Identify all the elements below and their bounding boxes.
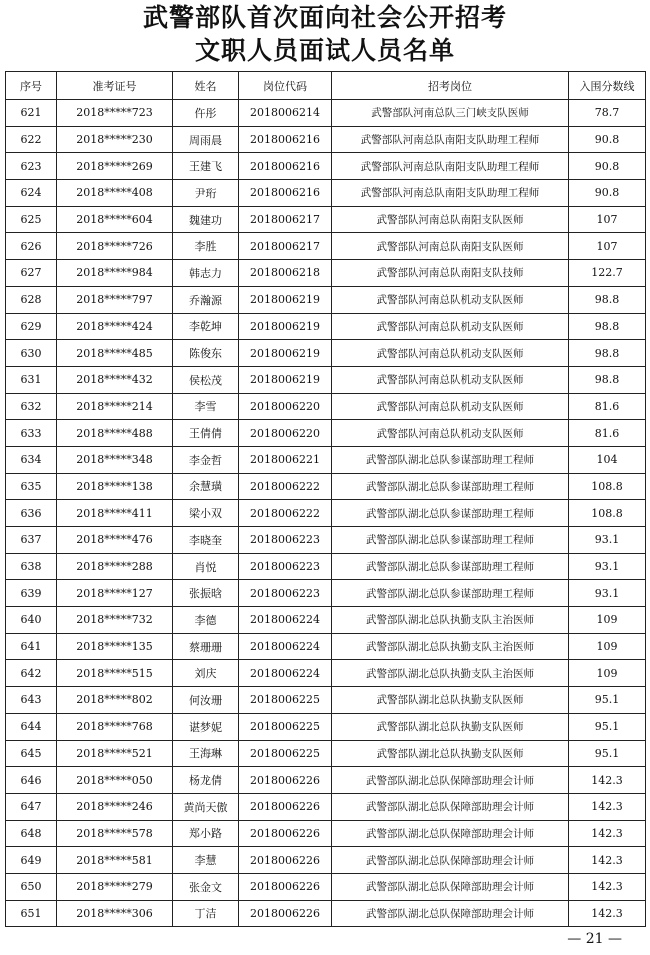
ticket-cell: 2018*****230 (57, 126, 173, 153)
name-cell: 李雪 (173, 393, 239, 420)
table-row (6, 126, 646, 153)
score-cell: 93.1 (569, 527, 646, 554)
table-header-row (6, 72, 646, 100)
seq-cell: 630 (6, 340, 57, 367)
ticket-cell: 2018*****515 (57, 660, 173, 687)
name-cell: 郑小路 (173, 820, 239, 847)
post-cell: 武警部队河南总队南阳支队助理工程师 (332, 153, 569, 180)
name-cell: 李晓奎 (173, 527, 239, 554)
seq-cell: 631 (6, 366, 57, 393)
ticket-cell: 2018*****476 (57, 527, 173, 554)
name-cell: 杨龙倩 (173, 767, 239, 794)
post-code-cell: 2018006221 (239, 446, 332, 473)
table-row (6, 286, 646, 313)
post-cell: 武警部队湖北总队参谋部助理工程师 (332, 446, 569, 473)
name-cell: 黄尚天傲 (173, 793, 239, 820)
post-code-cell: 2018006226 (239, 873, 332, 900)
post-code-cell: 2018006223 (239, 580, 332, 607)
name-cell: 肖悦 (173, 553, 239, 580)
post-cell: 武警部队河南总队南阳支队技师 (332, 260, 569, 287)
page-title: 武警部队首次面向社会公开招考 (142, 3, 507, 32)
ticket-cell: 2018*****411 (57, 500, 173, 527)
score-cell: 107 (569, 206, 646, 233)
name-cell: 陈俊东 (173, 340, 239, 367)
ticket-cell: 2018*****485 (57, 340, 173, 367)
header-post: 招考岗位 (332, 72, 569, 100)
score-cell: 81.6 (569, 393, 646, 420)
table-row (6, 340, 646, 367)
ticket-cell: 2018*****488 (57, 420, 173, 447)
score-cell: 107 (569, 233, 646, 260)
seq-cell: 629 (6, 313, 57, 340)
post-code-cell: 2018006225 (239, 687, 332, 714)
seq-cell: 628 (6, 286, 57, 313)
post-code-cell: 2018006226 (239, 793, 332, 820)
ticket-cell: 2018*****127 (57, 580, 173, 607)
table-row (6, 687, 646, 714)
header-post-code: 岗位代码 (239, 72, 332, 100)
post-code-cell: 2018006223 (239, 527, 332, 554)
post-cell: 武警部队河南总队南阳支队医师 (332, 233, 569, 260)
table-row (6, 633, 646, 660)
name-cell: 李德 (173, 607, 239, 634)
ticket-cell: 2018*****348 (57, 446, 173, 473)
name-cell: 丁洁 (173, 900, 239, 927)
table-row (6, 473, 646, 500)
table-row (6, 767, 646, 794)
seq-cell: 640 (6, 607, 57, 634)
table-row (6, 233, 646, 260)
ticket-cell: 2018*****797 (57, 286, 173, 313)
table-row (6, 713, 646, 740)
seq-cell: 634 (6, 446, 57, 473)
post-code-cell: 2018006225 (239, 740, 332, 767)
header-seq: 序号 (6, 72, 57, 100)
seq-cell: 632 (6, 393, 57, 420)
name-cell: 韩志力 (173, 260, 239, 287)
name-cell: 王建飞 (173, 153, 239, 180)
ticket-cell: 2018*****246 (57, 793, 173, 820)
name-cell: 王倩倩 (173, 420, 239, 447)
table-row (6, 793, 646, 820)
post-cell: 武警部队湖北总队保障部助理会计师 (332, 793, 569, 820)
post-cell: 武警部队湖北总队参谋部助理工程师 (332, 527, 569, 554)
score-cell: 81.6 (569, 420, 646, 447)
ticket-cell: 2018*****269 (57, 153, 173, 180)
score-cell: 142.3 (569, 820, 646, 847)
name-cell: 周雨晨 (173, 126, 239, 153)
name-cell: 李慧 (173, 847, 239, 874)
post-cell: 武警部队湖北总队保障部助理会计师 (332, 820, 569, 847)
ticket-cell: 2018*****135 (57, 633, 173, 660)
post-code-cell: 2018006214 (239, 100, 332, 127)
name-cell: 李乾坤 (173, 313, 239, 340)
name-cell: 尹珩 (173, 180, 239, 207)
table-row (6, 527, 646, 554)
ticket-cell: 2018*****432 (57, 366, 173, 393)
table-row (6, 313, 646, 340)
table-row (6, 366, 646, 393)
table-row (6, 446, 646, 473)
post-code-cell: 2018006216 (239, 180, 332, 207)
score-cell: 95.1 (569, 687, 646, 714)
table-row (6, 580, 646, 607)
post-code-cell: 2018006226 (239, 847, 332, 874)
post-cell: 武警部队湖北总队保障部助理会计师 (332, 767, 569, 794)
seq-cell: 646 (6, 767, 57, 794)
score-cell: 93.1 (569, 553, 646, 580)
score-cell: 98.8 (569, 286, 646, 313)
post-cell: 武警部队河南总队机动支队医师 (332, 340, 569, 367)
seq-cell: 637 (6, 527, 57, 554)
post-code-cell: 2018006219 (239, 313, 332, 340)
post-cell: 武警部队河南总队南阳支队助理工程师 (332, 126, 569, 153)
name-cell: 李胜 (173, 233, 239, 260)
name-cell: 王海琳 (173, 740, 239, 767)
seq-cell: 645 (6, 740, 57, 767)
table-row (6, 260, 646, 287)
post-cell: 武警部队湖北总队执勤支队医师 (332, 687, 569, 714)
seq-cell: 638 (6, 553, 57, 580)
table-row (6, 660, 646, 687)
post-cell: 武警部队河南总队机动支队医师 (332, 420, 569, 447)
seq-cell: 627 (6, 260, 57, 287)
ticket-cell: 2018*****050 (57, 767, 173, 794)
post-code-cell: 2018006222 (239, 473, 332, 500)
name-cell: 谌梦妮 (173, 713, 239, 740)
post-cell: 武警部队湖北总队保障部助理会计师 (332, 847, 569, 874)
post-code-cell: 2018006217 (239, 206, 332, 233)
post-cell: 武警部队湖北总队参谋部助理工程师 (332, 500, 569, 527)
table-row (6, 393, 646, 420)
name-cell: 余慧璜 (173, 473, 239, 500)
ticket-cell: 2018*****984 (57, 260, 173, 287)
ticket-cell: 2018*****732 (57, 607, 173, 634)
name-cell: 张金文 (173, 873, 239, 900)
post-cell: 武警部队湖北总队参谋部助理工程师 (332, 473, 569, 500)
table-row (6, 847, 646, 874)
ticket-cell: 2018*****424 (57, 313, 173, 340)
post-cell: 武警部队湖北总队执勤支队主治医师 (332, 633, 569, 660)
seq-cell: 647 (6, 793, 57, 820)
seq-cell: 642 (6, 660, 57, 687)
post-cell: 武警部队湖北总队保障部助理会计师 (332, 873, 569, 900)
ticket-cell: 2018*****408 (57, 180, 173, 207)
ticket-cell: 2018*****214 (57, 393, 173, 420)
table-row (6, 900, 646, 927)
name-cell: 刘庆 (173, 660, 239, 687)
score-cell: 93.1 (569, 580, 646, 607)
post-cell: 武警部队湖北总队执勤支队主治医师 (332, 660, 569, 687)
score-cell: 98.8 (569, 340, 646, 367)
ticket-cell: 2018*****802 (57, 687, 173, 714)
score-cell: 95.1 (569, 713, 646, 740)
score-cell: 108.8 (569, 500, 646, 527)
name-cell: 何汝珊 (173, 687, 239, 714)
seq-cell: 623 (6, 153, 57, 180)
score-cell: 90.8 (569, 180, 646, 207)
post-code-cell: 2018006217 (239, 233, 332, 260)
header-score: 入围分数线 (569, 72, 646, 100)
seq-cell: 636 (6, 500, 57, 527)
post-code-cell: 2018006220 (239, 393, 332, 420)
score-cell: 98.8 (569, 313, 646, 340)
seq-cell: 626 (6, 233, 57, 260)
post-cell: 武警部队河南总队三门峡支队医师 (332, 100, 569, 127)
score-cell: 142.3 (569, 847, 646, 874)
seq-cell: 650 (6, 873, 57, 900)
post-code-cell: 2018006226 (239, 820, 332, 847)
table-row (6, 820, 646, 847)
seq-cell: 639 (6, 580, 57, 607)
post-code-cell: 2018006224 (239, 660, 332, 687)
post-code-cell: 2018006216 (239, 126, 332, 153)
seq-cell: 641 (6, 633, 57, 660)
score-cell: 90.8 (569, 153, 646, 180)
post-cell: 武警部队河南总队南阳支队助理工程师 (332, 180, 569, 207)
ticket-cell: 2018*****138 (57, 473, 173, 500)
post-code-cell: 2018006219 (239, 340, 332, 367)
name-cell: 侯松茂 (173, 366, 239, 393)
ticket-cell: 2018*****578 (57, 820, 173, 847)
score-cell: 142.3 (569, 873, 646, 900)
name-cell: 梁小双 (173, 500, 239, 527)
ticket-cell: 2018*****726 (57, 233, 173, 260)
post-cell: 武警部队河南总队南阳支队医师 (332, 206, 569, 233)
ticket-cell: 2018*****521 (57, 740, 173, 767)
post-code-cell: 2018006222 (239, 500, 332, 527)
post-code-cell: 2018006226 (239, 767, 332, 794)
score-cell: 122.7 (569, 260, 646, 287)
name-cell: 魏建功 (173, 206, 239, 233)
ticket-cell: 2018*****723 (57, 100, 173, 127)
name-cell: 张振晗 (173, 580, 239, 607)
seq-cell: 644 (6, 713, 57, 740)
score-cell: 98.8 (569, 366, 646, 393)
post-code-cell: 2018006218 (239, 260, 332, 287)
post-cell: 武警部队河南总队机动支队医师 (332, 393, 569, 420)
post-cell: 武警部队湖北总队执勤支队主治医师 (332, 607, 569, 634)
table-row (6, 607, 646, 634)
score-cell: 108.8 (569, 473, 646, 500)
page-number: — 21 — (567, 931, 622, 947)
score-cell: 90.8 (569, 126, 646, 153)
seq-cell: 633 (6, 420, 57, 447)
table-row (6, 153, 646, 180)
ticket-cell: 2018*****604 (57, 206, 173, 233)
post-code-cell: 2018006225 (239, 713, 332, 740)
seq-cell: 648 (6, 820, 57, 847)
candidate-table (5, 71, 646, 927)
table-body (6, 100, 646, 927)
seq-cell: 621 (6, 100, 57, 127)
seq-cell: 622 (6, 126, 57, 153)
seq-cell: 635 (6, 473, 57, 500)
post-cell: 武警部队湖北总队参谋部助理工程师 (332, 553, 569, 580)
table-row (6, 500, 646, 527)
post-code-cell: 2018006220 (239, 420, 332, 447)
post-code-cell: 2018006224 (239, 633, 332, 660)
seq-cell: 651 (6, 900, 57, 927)
seq-cell: 649 (6, 847, 57, 874)
ticket-cell: 2018*****288 (57, 553, 173, 580)
score-cell: 109 (569, 633, 646, 660)
post-code-cell: 2018006219 (239, 366, 332, 393)
post-cell: 武警部队河南总队机动支队医师 (332, 313, 569, 340)
name-cell: 仵彤 (173, 100, 239, 127)
post-code-cell: 2018006224 (239, 607, 332, 634)
table-row (6, 740, 646, 767)
name-cell: 乔瀚源 (173, 286, 239, 313)
score-cell: 104 (569, 446, 646, 473)
table-row (6, 100, 646, 127)
score-cell: 142.3 (569, 900, 646, 927)
header-ticket: 准考证号 (57, 72, 173, 100)
post-cell: 武警部队河南总队机动支队医师 (332, 286, 569, 313)
score-cell: 78.7 (569, 100, 646, 127)
seq-cell: 625 (6, 206, 57, 233)
score-cell: 142.3 (569, 793, 646, 820)
post-cell: 武警部队湖北总队执勤支队医师 (332, 740, 569, 767)
post-code-cell: 2018006223 (239, 553, 332, 580)
seq-cell: 624 (6, 180, 57, 207)
score-cell: 142.3 (569, 767, 646, 794)
table-row (6, 873, 646, 900)
score-cell: 109 (569, 660, 646, 687)
name-cell: 蔡珊珊 (173, 633, 239, 660)
score-cell: 109 (569, 607, 646, 634)
post-code-cell: 2018006226 (239, 900, 332, 927)
post-cell: 武警部队湖北总队保障部助理会计师 (332, 900, 569, 927)
ticket-cell: 2018*****279 (57, 873, 173, 900)
post-cell: 武警部队河南总队机动支队医师 (332, 366, 569, 393)
ticket-cell: 2018*****768 (57, 713, 173, 740)
header-name: 姓名 (173, 72, 239, 100)
ticket-cell: 2018*****581 (57, 847, 173, 874)
table-row (6, 553, 646, 580)
post-cell: 武警部队湖北总队执勤支队医师 (332, 713, 569, 740)
ticket-cell: 2018*****306 (57, 900, 173, 927)
seq-cell: 643 (6, 687, 57, 714)
post-code-cell: 2018006216 (239, 153, 332, 180)
table-row (6, 206, 646, 233)
page-subtitle: 文职人员面试人员名单 (194, 36, 455, 65)
post-cell: 武警部队湖北总队参谋部助理工程师 (332, 580, 569, 607)
score-cell: 95.1 (569, 740, 646, 767)
post-code-cell: 2018006219 (239, 286, 332, 313)
table-row (6, 180, 646, 207)
table-row (6, 420, 646, 447)
name-cell: 李金哲 (173, 446, 239, 473)
